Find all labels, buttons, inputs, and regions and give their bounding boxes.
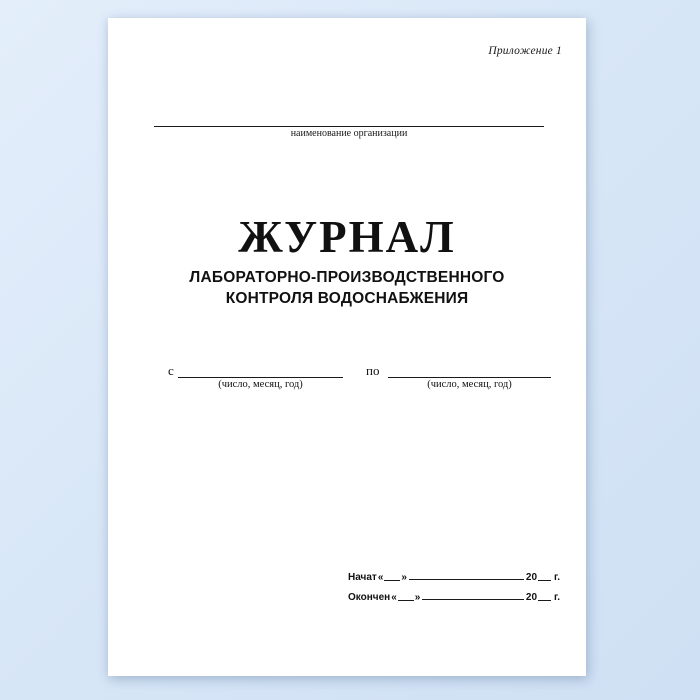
finished-month-blank: [422, 590, 524, 600]
date-to-prefix: по: [366, 363, 380, 378]
title-block: [108, 214, 586, 308]
date-to-caption: (число, месяц, год): [427, 379, 512, 390]
appendix-label: Приложение 1: [488, 45, 562, 57]
date-to-rule: [388, 377, 551, 378]
started-quote-open: «: [377, 572, 384, 583]
finished-row: [348, 583, 560, 603]
finished-label: Окончен: [348, 592, 391, 603]
date-from-rule: [178, 377, 343, 378]
date-range-row: [108, 358, 586, 406]
finished-year-suffix: г.: [554, 592, 560, 603]
finished-year-blank: [538, 591, 551, 601]
date-from-prefix: с: [168, 363, 174, 378]
organization-rule: [154, 126, 544, 127]
organization-caption: наименование организации: [290, 128, 408, 139]
page-subtitle-line-2: КОНТРОЛЯ ВОДОСНАБЖЕНИЯ: [225, 290, 469, 308]
started-day-blank: [384, 571, 400, 581]
finished-year-prefix: 20: [525, 592, 538, 603]
started-year-prefix: 20: [525, 572, 538, 583]
finished-quote-open: «: [391, 592, 397, 603]
started-year-blank: [538, 571, 551, 581]
started-label: Начат: [348, 572, 377, 583]
finished-day-blank: [398, 591, 414, 601]
footer-block: [348, 563, 560, 603]
started-row: [348, 563, 560, 583]
started-year-suffix: г.: [554, 572, 560, 583]
started-month-blank: [409, 570, 524, 580]
date-from-caption: (число, месяц, год): [218, 379, 303, 390]
document-page: [108, 18, 586, 676]
page-title: ЖУРНАЛ: [238, 212, 456, 262]
finished-quote-close: »: [414, 592, 421, 603]
page-subtitle-line-1: ЛАБОРАТОРНО-ПРОИЗВОДСТВЕННОГО: [189, 269, 505, 287]
started-quote-close: »: [401, 572, 407, 583]
